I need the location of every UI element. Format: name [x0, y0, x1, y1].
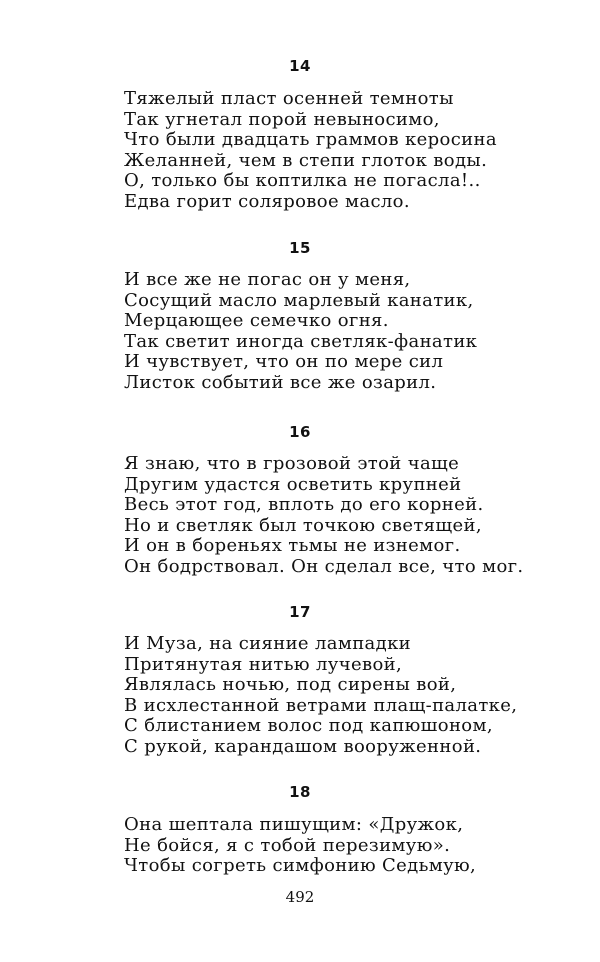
verse-line: В исхлестанной ветрами плащ-палатке, [124, 694, 518, 716]
verse-line: Она шептала пишущим: «Дружок, [124, 814, 464, 835]
section-number-15: 15 [289, 239, 311, 257]
verse-line: Так угнетал порой невыносимо, [124, 108, 440, 130]
section-number-16: 16 [289, 423, 311, 441]
stanza-16 [124, 454, 524, 578]
verse-line: И чувствует, что он по мере сил [124, 351, 444, 373]
verse-line: И он в бореньях тьмы не изнемог. [124, 535, 461, 557]
verse-line: И Муза, на сияние лампадки [124, 633, 412, 654]
stanza-18 [124, 815, 476, 877]
verse-line: Притянутая нитью лучевой, [124, 653, 403, 675]
section-number-18: 18 [289, 783, 311, 801]
verse-line: Но и светляк был точкою светящей, [124, 514, 482, 536]
verse-line: Листок событий все же озарил. [124, 371, 437, 393]
section-number-14: 14 [289, 57, 311, 75]
verse-line: Тяжелый пласт осенней темноты [124, 88, 454, 109]
verse-line: Являлась ночью, под сирены вой, [124, 674, 457, 696]
verse-line: Сосущий масло марлевый канатик, [124, 289, 474, 311]
page-number: 492 [285, 888, 315, 906]
verse-line: Так светит иногда светляк-фанатик [124, 330, 478, 352]
stanza-14 [124, 89, 497, 213]
verse-line: Что были двадцать граммов керосина [124, 129, 497, 151]
verse-line: С блистанием волос под капюшоном, [124, 715, 493, 737]
verse-line: Он бодрствовал. Он сделал все, что мог. [124, 555, 524, 577]
verse-line: С рукой, карандашом вооруженной. [124, 735, 482, 757]
section-number-17: 17 [289, 603, 311, 621]
verse-line: Я знаю, что в грозовой этой чаще [124, 453, 460, 474]
verse-line: Не бойся, я с тобой перезимую». [124, 834, 451, 856]
verse-line: И все же не погас он у меня, [124, 269, 411, 290]
stanza-15 [124, 270, 477, 394]
stanza-17 [124, 634, 517, 758]
verse-line: Чтобы согреть симфонию Седьмую, [124, 855, 477, 877]
verse-line: Другим удастся осветить крупней [124, 473, 462, 495]
verse-line: Едва горит соляровое масло. [124, 190, 410, 212]
verse-line: Весь этот год, вплоть до его корней. [124, 494, 484, 516]
verse-line: Желанней, чем в степи глоток воды. [124, 149, 488, 171]
verse-line: Мерцающее семечко огня. [124, 310, 389, 332]
verse-line: О, только бы коптилка не погасла!.. [124, 170, 481, 192]
